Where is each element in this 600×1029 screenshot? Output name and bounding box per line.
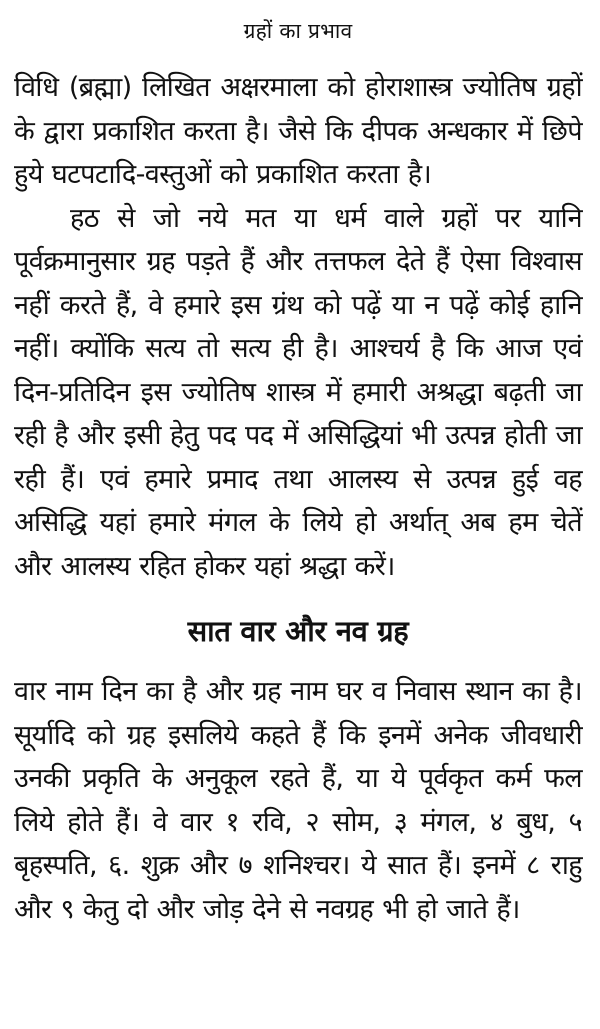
body-paragraph-2: हठ से जो नये मत या धर्म वाले ग्रहों पर यानि पूर्वक्रमानुसार ग्रह पड़ते हैं और तत्तफल देते हैं ऐसा विश्वास नहीं करते हैं, वे हमारे इस ग्रंथ को पढ़ें या न पढ़ें कोई हानि नहीं। क्योंकि सत्य तो सत्य ही है। आश्चर्य है कि आज एवं दिन-प्रतिदिन इस ज्योतिष शास्त्र में हमारी अश्रद्धा बढ़ती जा रही है और इसी हेतु पद पद में असिद्धियां भी उत्पन्न होती जा रही हैं। एवं हमारे प्रमाद तथा आलस्य से उत्पन्न हुई वह असिद्धि यहां हमारे मंगल के लिये हो अर्थात् अब हम चेतें और आलस्य रहित होकर यहां श्रद्धा करें।	[14, 202, 582, 582]
section-paragraph: वार नाम दिन का है और ग्रह नाम घर व निवास स्थान का है। सूर्यादि को ग्रह इसलिये कहते हैं कि इनमें अनेक जीवधारी उनकी प्रकृति के अनुकूल रहते हैं, या ये पूर्वकृत कर्म फल लिये होते हैं। वे वार १ रवि, २ सोम, ३ मंगल, ४ बुध, ५ बृहस्पति, ६. शुक्र और ७ शनिश्चर। ये सात हैं। इनमें ८ राहु और ९ केतु दो और जोड़ देने से नवग्रह भी हो जाते हैं।	[14, 676, 582, 925]
page-running-header: ग्रहों का प्रभाव	[243, 19, 353, 43]
body-paragraph-1: विधि (ब्रह्मा) लिखित अक्षरमाला को होराशास्त्र ज्योतिष ग्रहों के द्वारा प्रकाशित करता है। जैसे कि दीपक अन्धकार में छिपे हुये घटपटादि-वस्तुओं को प्रकाशित करता है।	[14, 72, 582, 190]
section-heading: सात वार और नव ग्रह	[187, 614, 409, 648]
